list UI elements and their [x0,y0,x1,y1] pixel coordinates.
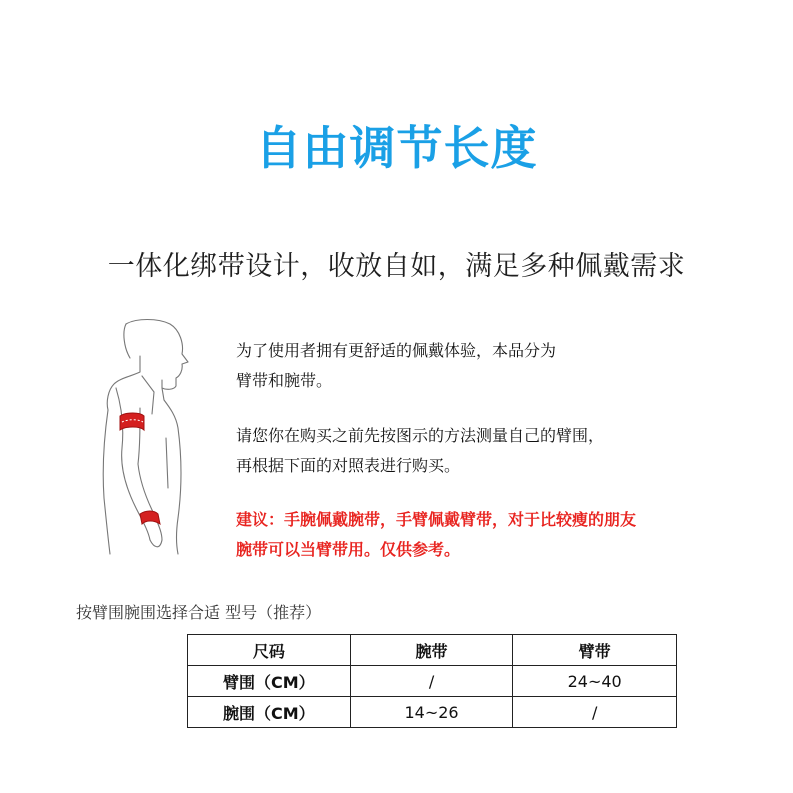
header-size: 尺码 [188,635,351,666]
header-wrist-band: 腕带 [350,635,513,666]
row-label-arm-circumference: 臂围（CM） [188,666,351,697]
advice-text [236,505,636,565]
intro-text [236,336,556,396]
instruction-text [236,421,604,481]
table-caption: 按臂围腕围选择合适 型号（推荐） [76,603,322,622]
instruction-line-1: 请您你在购买之前先按图示的方法测量自己的臂围， [236,426,605,445]
cell-value: 14~26 [350,697,513,728]
size-table [187,634,677,728]
advice-line-1: 建议：手腕佩戴腕带，手臂佩戴臂带，对于比较瘦的朋友 [236,510,637,529]
wrist-band [140,511,160,524]
table-header-row [188,635,677,666]
header-arm-band: 臂带 [513,635,677,666]
cell-value: / [513,697,677,728]
page-title: 自由调节长度 [255,121,538,175]
row-label-wrist-circumference: 腕围（CM） [188,697,351,728]
upper-arm-band [120,413,144,430]
cell-value: 24~40 [513,666,677,697]
arm-measurement-figure [96,318,216,558]
advice-line-2: 腕带可以当臂带用。仅供参考。 [236,540,461,559]
table-row [188,697,677,728]
cell-value: / [350,666,513,697]
instruction-line-2: 再根据下面的对照表进行购买。 [236,456,461,475]
table-row [188,666,677,697]
intro-line-2: 臂带和腕带。 [236,371,333,390]
intro-line-1: 为了使用者拥有更舒适的佩戴体验，本品分为 [236,341,557,360]
page-subtitle: 一体化绑带设计，收放自如，满足多种佩戴需求 [107,251,686,282]
